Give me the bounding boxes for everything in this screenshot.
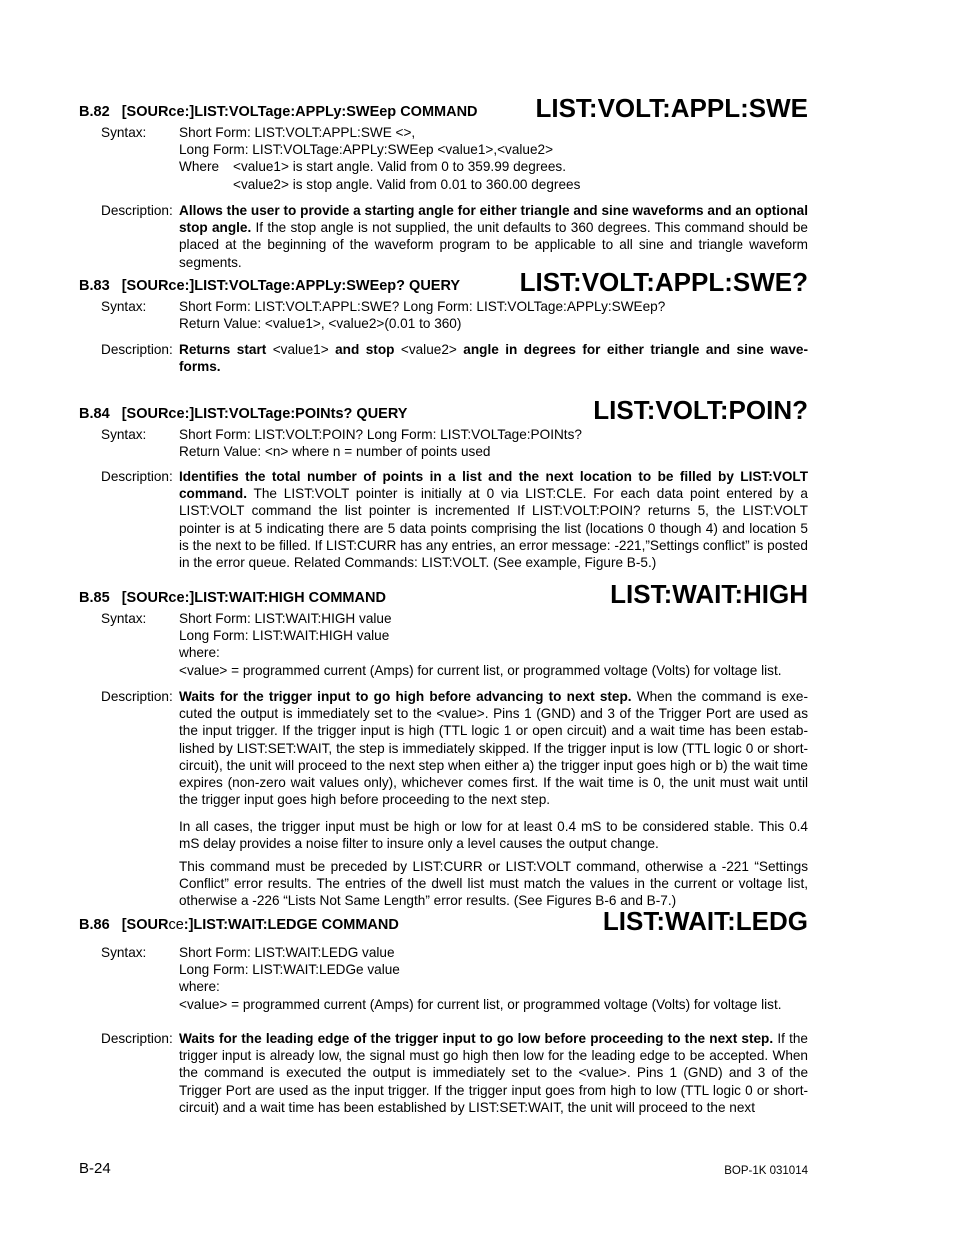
description-rest: When the command is exe-cuted the output is immediately set to the <value>. Pins 1 (GND) and 3 of the Trigger Port are used as the input trigger. If the trigger input is high (TTL logic 1 or open circuit) and a wait time has been estab-lished by LIST:SET:WAIT, the step is immediately skipped. If the trigger input is low (TTL logic 0 or short-circuit), the unit will proceed to the next step when either a) the trigger input goes high or b) the wait time expires (non-zero wait values only), whichever comes first. If the wait time is 0, the unit must wait until the trigger input goes high before proceeding to the next step.	[179, 689, 808, 808]
command-mnemonic: LIST:VOLT:APPL:SWE?	[519, 267, 808, 297]
description-bold: Waits for the trigger input to go high before advancing to next step.	[179, 689, 632, 704]
description-bold: and stop	[328, 342, 401, 357]
syntax-label: Syntax:	[101, 125, 147, 140]
section-b86-heading	[79, 906, 808, 936]
where-line	[179, 158, 808, 175]
description-text	[179, 688, 808, 808]
syntax-label: Syntax:	[101, 611, 147, 626]
syntax-line: Short Form: LIST:VOLT:POIN? Long Form: LIST:VOLTage:POINts?	[179, 427, 582, 442]
syntax-line: Short Form: LIST:WAIT:HIGH value	[179, 611, 392, 626]
syntax-line: <value> = programmed current (Amps) for current list, or programmed voltage (Volts) for voltage list.	[179, 662, 782, 678]
b85-paragraph-2: In all cases, the trigger input must be high or low for at least 0.4 mS to be considered stable. This 0.4 mS delay provides a noise filter to insure only a level causes the output change.	[179, 819, 808, 852]
where-label: Where	[179, 159, 220, 175]
section-b84-heading	[79, 395, 808, 425]
description-label: Description:	[101, 689, 173, 704]
document-id: BOP-1K 031014	[724, 1165, 808, 1177]
syntax-label: Syntax:	[101, 945, 147, 960]
description-label: Description:	[101, 342, 173, 357]
description-text	[179, 468, 808, 571]
syntax-line: Long Form: LIST:WAIT:LEDGe value	[179, 962, 400, 978]
description-label: Description:	[101, 203, 173, 218]
syntax-line: Short Form: LIST:VOLT:APPL:SWE <>,	[179, 125, 416, 140]
section-b82-heading	[79, 93, 808, 123]
syntax-line: Short Form: LIST:WAIT:LEDG value	[179, 945, 395, 960]
description-text	[179, 341, 808, 375]
description-value2: <value2>	[400, 342, 457, 357]
section-title: B.83 [SOURce:]LIST:VOLTage:APPLy:SWEep? QUERY	[79, 278, 461, 294]
description-bold: Allows the user to provide a starting angle for either triangle and sine waveforms and an optional stop angle.	[179, 203, 808, 236]
description-value1: <value1>	[272, 342, 329, 357]
where-value2: <value2> is stop angle. Valid from 0.01 to 360.00 degrees	[233, 176, 581, 192]
description-rest: If the trigger input is already low, the signal must go high then low for the leading edge to be accepted. When the command is executed the output is immediately set to the <value>. Pins 1 (GND) and 3 of the Trigger Port are used as the input trigger. If the trigger input goes from high to low (TTL logic 0 or short-circuit) and a wait time has been established by LIST:SET:WAIT, the unit will proceed to the next	[179, 1031, 808, 1115]
description-label: Description:	[101, 1031, 173, 1046]
description-rest: The LIST:VOLT pointer is initially at 0 via LIST:CLE. For each data point entered by a LIST:VOLT command the list pointer is incremented If LIST:VOLT:POIN? returns 5, the LIST:VOLT pointer is at 5 indicating there are 5 data points comprising the list (locations 0 though 4) and location 5 is the next to be filled. If LIST:CURR has any entries, an error message: -221,”Settings conflict” is posted in the error queue. Related Commands: LIST:VOLT. (See example, Figure B-5.)	[179, 486, 808, 571]
description-text	[179, 202, 808, 271]
syntax-line: Return Value: <value1>, <value2>(0.01 to 360)	[179, 316, 462, 332]
syntax-label: Syntax:	[101, 427, 147, 442]
section-title	[79, 917, 399, 933]
section-b85-heading	[79, 579, 808, 609]
syntax-line: Short Form: LIST:VOLT:APPL:SWE? Long Form: LIST:VOLTage:APPLy:SWEep?	[179, 299, 666, 314]
where-value1: <value1> is start angle. Valid from 0 to 359.99 degrees.	[233, 159, 566, 175]
description-label: Description:	[101, 469, 173, 484]
b85-paragraph-3: This command must be preceded by LIST:CURR or LIST:VOLT command, otherwise a -221 “Settings Conflict” error results. The entries of the dwell list must match the values in the current or voltage list, otherwise a -226 “Lists Not Same Length” error results. (See Figures B-6 and B-7.)	[179, 859, 808, 909]
command-mnemonic: LIST:VOLT:APPL:SWE	[535, 93, 808, 123]
command-mnemonic: LIST:WAIT:HIGH	[610, 579, 808, 609]
page-number: B-24	[79, 1160, 111, 1177]
description-bold: Identifies the total number of points in a list and the next location to be filled by LIST:VOLT command.	[179, 469, 808, 502]
description-text	[179, 1030, 808, 1116]
command-mnemonic: LIST:WAIT:LEDG	[602, 906, 808, 936]
syntax-line: where:	[179, 979, 220, 995]
syntax-line: Return Value: <n> where n = number of points used	[179, 444, 491, 460]
section-title: B.85 [SOURce:]LIST:WAIT:HIGH COMMAND	[79, 590, 386, 606]
command-mnemonic: LIST:VOLT:POIN?	[593, 395, 808, 425]
section-title: B.82 [SOURce:]LIST:VOLTage:APPLy:SWEep COMMAND	[79, 104, 478, 120]
section-title: B.84 [SOURce:]LIST:VOLTage:POINts? QUERY	[79, 406, 408, 422]
description-bold: Waits for the leading edge of the trigger input to go low before proceeding to the next step.	[179, 1031, 774, 1046]
syntax-line: Long Form: LIST:VOLTage:APPLy:SWEep <value1>,<value2>	[179, 142, 554, 158]
syntax-line: Long Form: LIST:WAIT:HIGH value	[179, 628, 390, 644]
section-title-part: ce	[168, 917, 184, 933]
syntax-line: <value> = programmed current (Amps) for current list, or programmed voltage (Volts) for voltage list.	[179, 996, 782, 1012]
description-bold: Returns start	[179, 342, 273, 357]
syntax-line: where:	[179, 645, 220, 661]
description-bold: angle in degrees for either triangle and sine wave-forms.	[179, 342, 808, 375]
syntax-label: Syntax:	[101, 299, 147, 314]
section-b83-heading	[79, 267, 808, 297]
section-title-part: B.86 [SOUR	[79, 917, 169, 933]
section-title-part: :]LIST:WAIT:LEDGE COMMAND	[183, 917, 399, 933]
description-rest: If the stop angle is not supplied, the unit defaults to 360 degrees. This command should be placed at the beginning of the waveform program to be applicable to all sine and triangle waveform segments.	[179, 220, 808, 270]
